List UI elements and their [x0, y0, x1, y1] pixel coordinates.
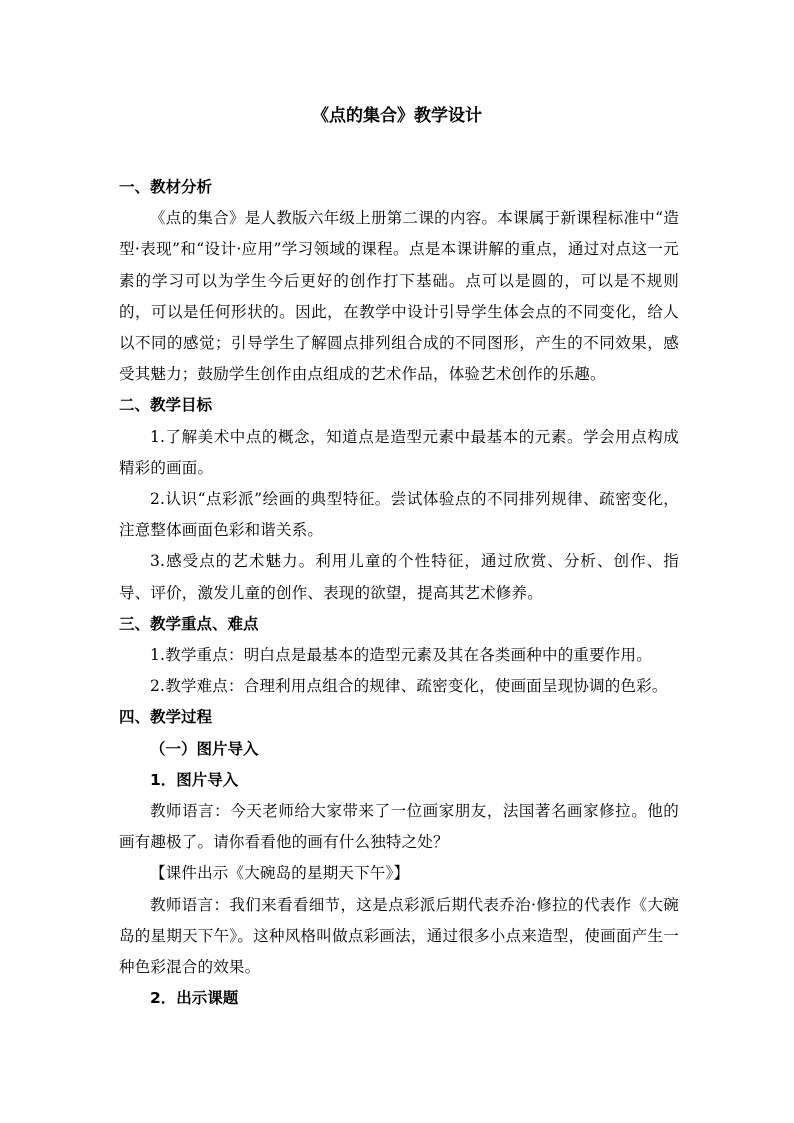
objective-1: 1.了解美术中点的概念，知道点是造型元素中最基本的元素。学会用点构成精彩的画面。 [119, 427, 679, 477]
process-item-show-topic: 2．出示课题 [150, 989, 239, 1008]
process-subheading-intro: （一）图片导入 [150, 739, 259, 758]
section-heading-key-points: 三、教学重点、难点 [119, 614, 259, 633]
teacher-speech-2: 教师语言：我们来看看细节，这是点彩派后期代表乔治·修拉的代表作《大碗岛的星期天下午》。这种风格叫做点彩画法，通过很多小点来造型，使画面产生一种色彩混合的效果。 [119, 895, 679, 977]
objective-3: 3.感受点的艺术魅力。利用儿童的个性特征，通过欣赏、分析、创作、指导、评价，激发儿童的创作、表现的欲望，提高其艺术修养。 [119, 552, 679, 602]
process-item-picture-intro: 1．图片导入 [150, 770, 239, 789]
key-point: 1.教学重点：明白点是最基本的造型元素及其在各类画种中的重要作用。 [150, 646, 652, 665]
courseware-note: 【课件出示《大碗岛的星期天下午》】 [150, 864, 410, 883]
section-heading-objectives: 二、教学目标 [119, 396, 213, 415]
difficult-point: 2.教学难点：合理利用点组合的规律、疏密变化，使画面呈现协调的色彩。 [150, 677, 668, 696]
analysis-paragraph: 《点的集合》是人教版六年级上册第二课的内容。本课属于新课程标准中“造型·表现”和“设计·应用”学习领域的课程。点是本课讲解的重点，通过对点这一元素的学习可以为学生今后更好的创作打下基础。点可以是圆的，可以是不规则的，可以是任何形状的。因此，在教学中设计引导学生体会点的不同变化，给人以不同的感觉；引导学生了解圆点排列组合成的不同图形，产生的不同效果，感受其魅力；鼓励学生创作由点组成的艺术作品，体验艺术创作的乐趣。 [119, 209, 679, 384]
document-body [119, 172, 679, 1014]
document-title: 《点的集合》教学设计 [312, 106, 482, 126]
teacher-speech-1: 教师语言：今天老师给大家带来了一位画家朋友，法国著名画家修拉。他的画有趣极了。请你看看他的画有什么独特之处？ [119, 802, 679, 852]
section-heading-process: 四、教学过程 [119, 708, 213, 727]
objective-2: 2.认识“点彩派”绘画的典型特征。尝试体验点的不同排列规律、疏密变化，注意整体画面色彩和谐关系。 [119, 490, 679, 540]
section-heading-analysis: 一、教材分析 [119, 178, 213, 196]
